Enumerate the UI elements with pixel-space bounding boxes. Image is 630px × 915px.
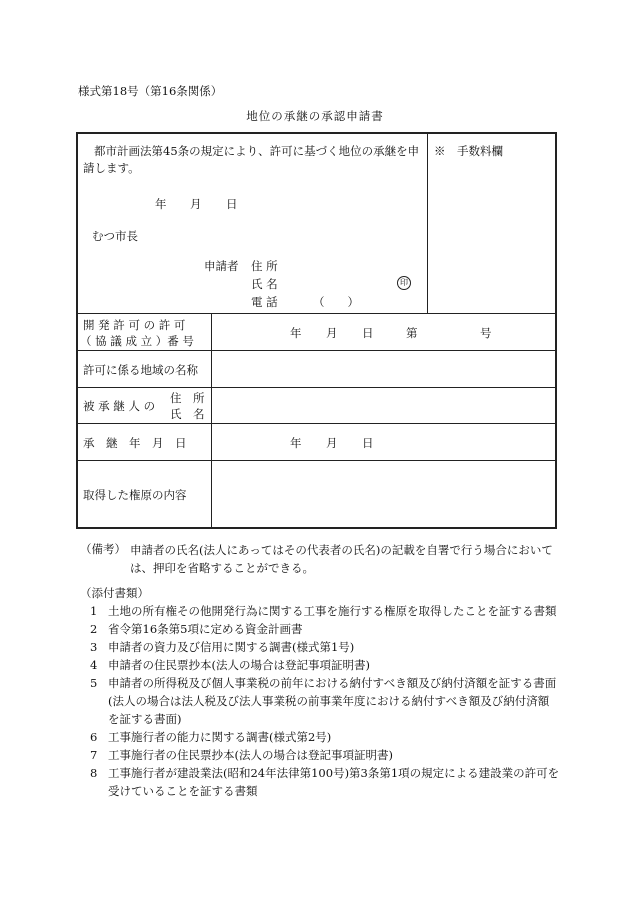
successor-address-label: 住 所 xyxy=(170,391,205,405)
succession-day: 日 xyxy=(362,436,374,450)
date-year: 年 xyxy=(155,197,167,211)
item-text: 工事施行者の能力に関する調書(様式第2号) xyxy=(108,730,332,744)
successor-name-label: 氏 名 xyxy=(170,407,205,421)
permit-year: 年 xyxy=(290,326,302,340)
list-item xyxy=(90,764,560,800)
cause-label: 取得した権原の内容 xyxy=(83,488,187,502)
item-text: 土地の所有権その他開発行為に関する工事を施行する権原を取得したことを証する書類 xyxy=(108,604,557,618)
attachments-heading: （添付書類） xyxy=(80,586,149,600)
succession-date-label: 承 継 年 月 日 xyxy=(83,436,187,450)
applicant-name-label: 氏 名 xyxy=(251,277,278,291)
form-number: 様式第18号（第16条関係） xyxy=(78,84,223,98)
date-day: 日 xyxy=(226,197,238,211)
remarks-label: （備考） xyxy=(80,542,126,556)
succession-year: 年 xyxy=(290,436,302,450)
fee-label: ※ 手数料欄 xyxy=(434,144,503,158)
applicant-label: 申請者 xyxy=(204,259,239,273)
application-statement: 都市計画法第45条の規定により、許可に基づく地位の承継を申請します。 xyxy=(83,144,420,175)
list-item xyxy=(90,674,560,728)
permit-day: 日 xyxy=(362,326,374,340)
permit-month: 月 xyxy=(326,326,338,340)
permit-number-label-2: （ 協 議 成 立 ）番 号 xyxy=(80,334,194,348)
permit-number-label-1: 開 発 許 可 の 許 可 xyxy=(83,318,186,332)
item-text: 工事施行者が建設業法(昭和24年法律第100号)第3条第1項の規定による建設業の許可を受けていることを証する書類 xyxy=(108,766,560,798)
phone-parens: （ ） xyxy=(313,295,359,309)
item-number: 2 xyxy=(90,622,98,636)
date-month: 月 xyxy=(190,197,202,211)
attachments-list xyxy=(90,602,560,800)
item-number: 6 xyxy=(90,730,98,744)
item-number: 7 xyxy=(90,748,98,762)
list-item xyxy=(90,728,560,746)
addressee: むつ市長 xyxy=(92,229,138,243)
item-text: 申請者の住民票抄本(法人の場合は登記事項証明書) xyxy=(108,658,370,672)
list-item xyxy=(90,620,560,638)
list-item xyxy=(90,656,560,674)
item-number: 5 xyxy=(90,676,98,690)
successor-label: 被 承 継 人 の xyxy=(83,399,156,413)
item-number: 3 xyxy=(90,640,98,654)
list-item xyxy=(90,638,560,656)
item-text: 省令第16条第5項に定める資金計画書 xyxy=(108,622,303,636)
area-name-label: 許可に係る地域の名称 xyxy=(83,363,198,377)
list-item xyxy=(90,746,560,764)
permit-dai: 第 xyxy=(406,326,418,340)
page-title: 地位の承継の承認申請書 xyxy=(246,109,384,123)
applicant-address-label: 住 所 xyxy=(251,259,278,273)
item-number: 1 xyxy=(90,604,98,618)
seal-mark-icon: 印 xyxy=(397,276,411,290)
phone-label: 電 話 xyxy=(251,295,278,309)
item-number: 4 xyxy=(90,658,98,672)
item-number: 8 xyxy=(90,766,98,780)
succession-month: 月 xyxy=(326,436,338,450)
item-text: 工事施行者の住民票抄本(法人の場合は登記事項証明書) xyxy=(108,748,393,762)
remarks-text: 申請者の氏名(法人にあってはその代表者の氏名)の記載を自署で行う場合においては、押印を省略することができる。 xyxy=(130,543,553,575)
item-text: 申請者の所得税及び個人事業税の前年における納付すべき額及び納付済額を証する書面(法人の場合は法人税及び法人事業税の前事業年度における納付すべき額及び納付済額を証する書面) xyxy=(108,676,557,726)
list-item xyxy=(90,602,560,620)
permit-go: 号 xyxy=(480,326,492,340)
item-text: 申請者の資力及び信用に関する調書(様式第1号) xyxy=(108,640,355,654)
